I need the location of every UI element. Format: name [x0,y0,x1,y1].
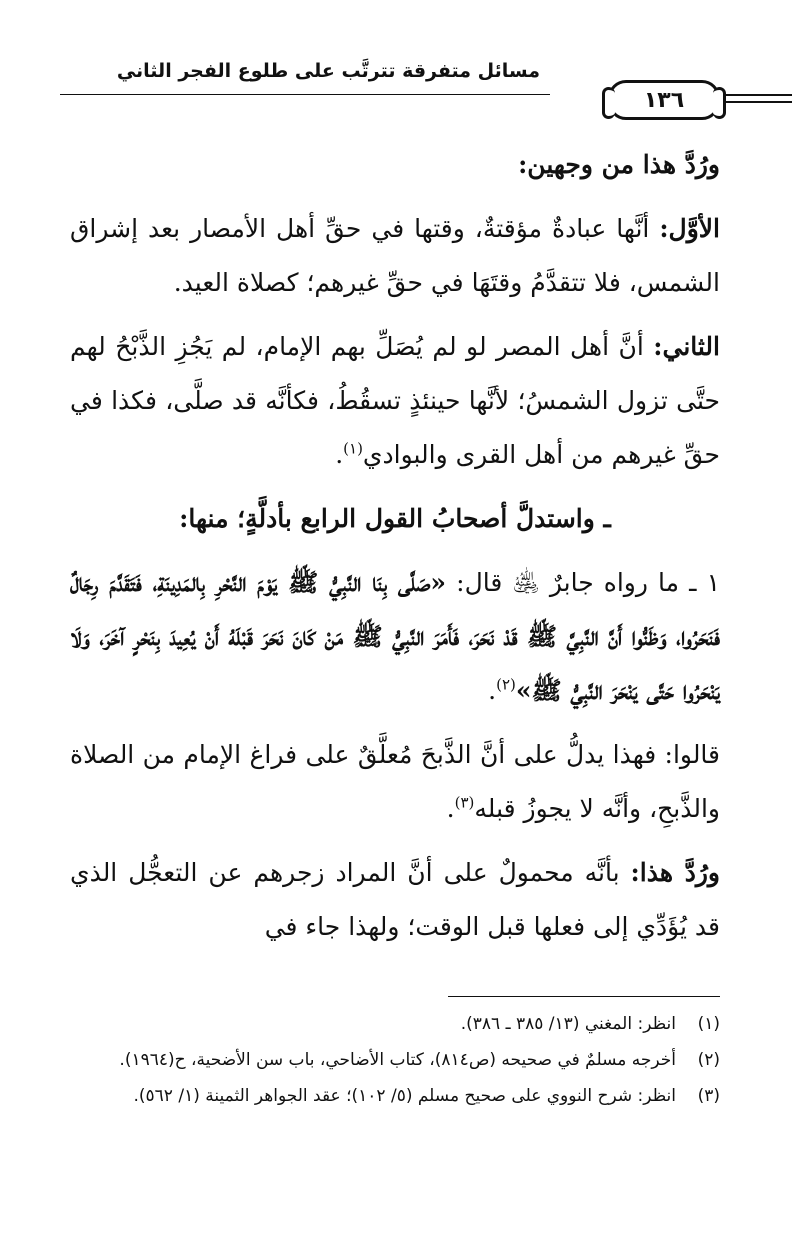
footnote-3 [70,1080,720,1112]
footnote-text: أخرجه مسلمٌ في صحيحه (ص٨١٤)، كتاب الأضاحي، باب سن الأضحية، ح(١٩٦٤). [119,1050,676,1070]
paragraph-6 [70,728,720,836]
header-ornament-lines [726,94,792,108]
paragraph-3 [70,320,720,482]
footnote-2 [70,1044,720,1076]
paragraph-5-lead: ١ ـ ما رواه جابرٌ ﵁ قال: [446,568,720,597]
paragraph-6-text: قالوا: فهذا يدلُّ على أنَّ الذَّبحَ مُعلَّقٌ على فراغ الإمام من الصلاة والذَّبحِ، وأنَّه لا يجوزُ قبله [70,740,720,823]
paragraph-5-end: . [488,676,497,705]
header-rule [60,94,550,95]
footnotes [70,1008,720,1116]
paragraph-7-text: بأنَّه محمولٌ على أنَّ المراد زجرهم عن التعجُّل الذي قد يُؤَدِّي إلى فعلها قبل الوقت؛ ولهذا جاء في [70,858,720,941]
running-title: مسائل متفرقة تترتَّب على طلوع الفجر الثاني [116,60,540,82]
footnote-ref-2: (٢) [496,675,516,694]
footnote-number: (١) [697,1014,720,1034]
footnote-text: انظر: المغني (١٣/ ٣٨٥ ـ ٣٨٦). [460,1014,676,1034]
paragraph-3-lead: الثاني: [653,332,720,361]
paragraph-2-lead: الأوَّل: [659,214,720,243]
paragraph-7 [70,846,720,954]
paragraph-4-heading: ـ واستدلَّ أصحابُ القول الرابع بأدلَّةٍ؛ منها: [179,504,611,533]
paragraph-1: ورُدَّ هذا من وجهين: [518,150,720,179]
footnote-ref-1: (١) [343,439,363,458]
paragraph-6-end: . [446,794,455,823]
page-number: ١٣٦ [643,87,685,113]
paragraph-2 [70,202,720,310]
footnote-number: (٢) [697,1050,720,1070]
paragraph-7-lead: ورُدَّ هذا: [630,858,720,887]
paragraph-5 [70,556,720,718]
footnote-1 [70,1008,720,1040]
body-text [70,138,720,954]
footnote-text: انظر: شرح النووي على صحيح مسلم (٥/ ١٠٢)؛ عقد الجواهر الثمينة (١/ ٥٦٢). [133,1086,676,1106]
footnote-number: (٣) [697,1086,720,1106]
hadith-quote: «صَلَّى بِنَا النَّبِيُّ ﷺ يَوْمَ النَّحْرِ بِالمَدِينَةِ، فَتَقَدَّمَ رِجَالٌ فَنَحَرُوا، وَظَنُّوا أَنَّ النَّبِيَّ ﷺ قَدْ نَحَرَ، فَأَمَرَ النَّبِيُّ ﷺ مَنْ كَانَ نَحَرَ قَبْلَهُ أَنْ يُعِيدَ بِنَحْرٍ آخَرَ، وَلَا يَنْحَرُوا حَتَّى يَنْحَرَ النَّبِيُّ ﷺ» [70,568,720,705]
footnote-ref-3: (٣) [454,793,475,812]
page-number-badge [608,80,720,120]
page-header [60,58,732,128]
paragraph-2-text: أنَّها عبادةٌ مؤقتةٌ، وقتها في حقِّ أهل الأمصار بعد إشراق الشمس، فلا تتقدَّمُ وقتَهَا في حقِّ غيرهم؛ كصلاة العيد. [70,214,720,297]
paragraph-3-end: . [335,440,344,469]
footnote-separator [448,996,720,997]
paragraph-3-text: أنَّ أهل المصر لو لم يُصَلِّ بهم الإمام، لم يَجُزِ الذَّبْحُ لهم حتَّى تزول الشمسُ؛ لأنَّها حينئذٍ تسقُطُ، فكأنَّه قد صلَّى، فكذا في حقِّ غيرهم من أهل القرى والبوادي [70,332,720,469]
